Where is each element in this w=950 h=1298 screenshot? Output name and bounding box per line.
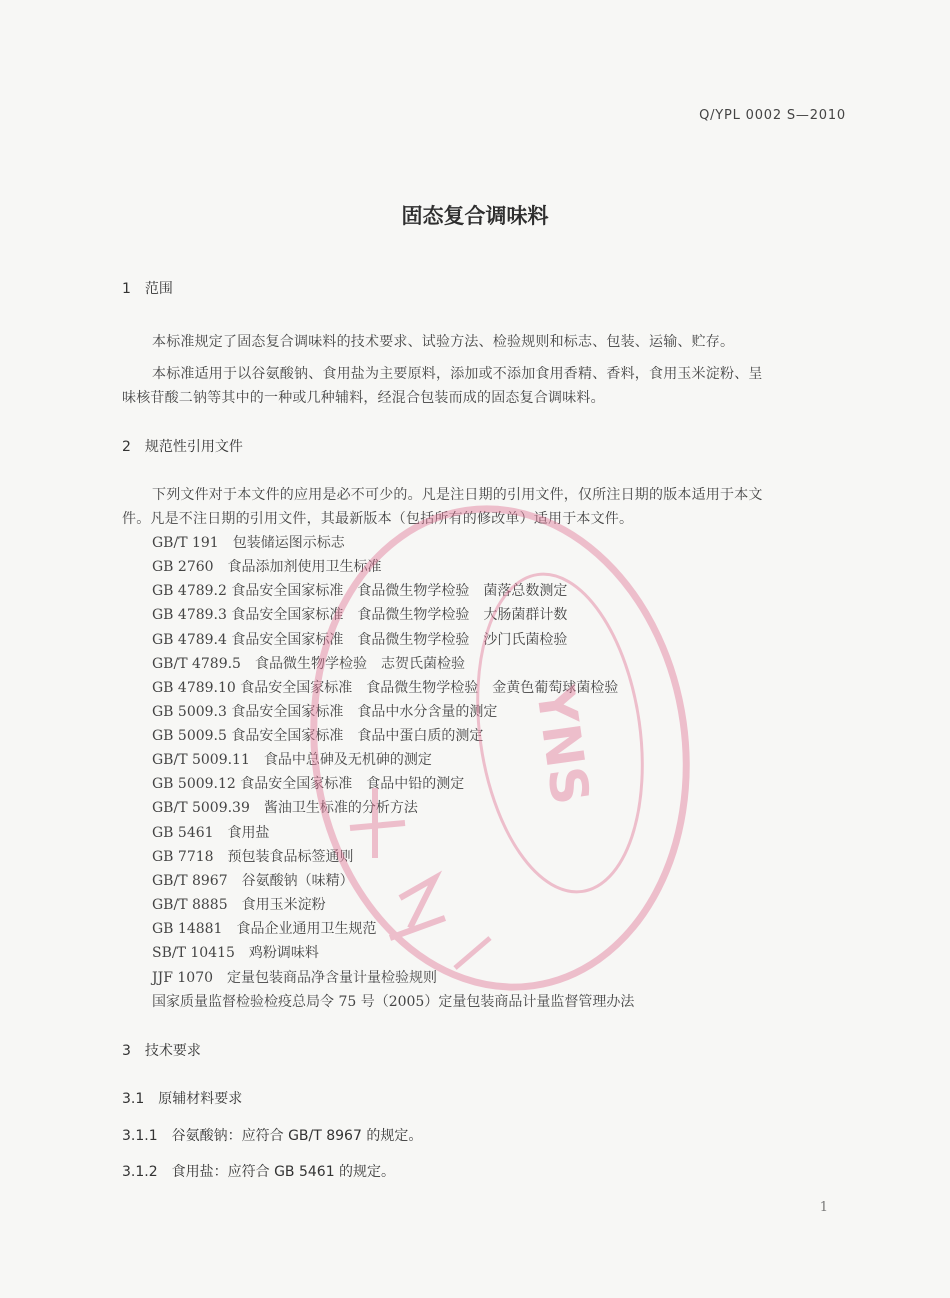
- section-3-heading: 3 技术要求: [122, 1043, 201, 1059]
- reference-item: GB 5009.12 食品安全国家标准 食品中铅的测定: [152, 776, 465, 792]
- reference-item: GB 4789.2 食品安全国家标准 食品微生物学检验 菌落总数测定: [152, 583, 568, 599]
- document-title: 固态复合调味料: [401, 204, 549, 228]
- section-1-paragraph-2-line-1: 本标准适用于以谷氨酸钠、食用盐为主要原料，添加或不添加食用香精、香料，食用玉米淀粉、呈: [152, 366, 763, 382]
- section-1-paragraph-2-line-2: 味核苷酸二钠等其中的一种或几种辅料，经混合包装而成的固态复合调味料。: [122, 390, 605, 406]
- reference-item: GB 4789.3 食品安全国家标准 食品微生物学检验 大肠菌群计数: [152, 607, 568, 623]
- section-2-heading: 2 规范性引用文件: [122, 439, 243, 455]
- reference-item: GB/T 4789.5 食品微生物学检验 志贺氏菌检验: [152, 656, 465, 672]
- reference-item: GB/T 8967 谷氨酸钠（味精）: [152, 873, 354, 889]
- clause-3-1-1: 3.1.1 谷氨酸钠：应符合 GB/T 8967 的规定。: [122, 1128, 423, 1144]
- section-3-1-heading: 3.1 原辅材料要求: [122, 1091, 243, 1107]
- section-2-paragraph-line-1: 下列文件对于本文件的应用是必不可少的。凡是注日期的引用文件，仅所注日期的版本适用于本文: [152, 487, 763, 503]
- reference-item: GB/T 191 包装储运图示标志: [152, 535, 345, 551]
- reference-item: GB/T 5009.39 酱油卫生标准的分析方法: [152, 800, 418, 816]
- reference-item: GB 4789.4 食品安全国家标准 食品微生物学检验 沙门氏菌检验: [152, 632, 568, 648]
- reference-item: GB 5009.3 食品安全国家标准 食品中水分含量的测定: [152, 704, 498, 720]
- reference-item: JJF 1070 定量包装商品净含量计量检验规则: [152, 970, 438, 986]
- section-1-paragraph-1: 本标准规定了固态复合调味料的技术要求、试验方法、检验规则和标志、包装、运输、贮存。: [152, 334, 735, 350]
- clause-3-1-2: 3.1.2 食用盐：应符合 GB 5461 的规定。: [122, 1164, 396, 1180]
- reference-item: SB/T 10415 鸡粉调味料: [152, 945, 319, 961]
- reference-item: GB 2760 食品添加剂使用卫生标准: [152, 559, 382, 575]
- stamp-text: YNS: [523, 682, 600, 809]
- standard-code: Q/YPL 0002 S—2010: [699, 108, 846, 123]
- page-number: 1: [819, 1200, 828, 1215]
- reference-item: GB/T 5009.11 食品中总砷及无机砷的测定: [152, 752, 432, 768]
- section-2-paragraph-line-2: 件。凡是不注日期的引用文件，其最新版本（包括所有的修改单）适用于本文件。: [122, 511, 634, 527]
- reference-item: GB 7718 预包装食品标签通则: [152, 849, 354, 865]
- reference-item: 国家质量监督检验检疫总局令 75 号（2005）定量包装商品计量监督管理办法: [152, 994, 635, 1010]
- reference-item: GB 4789.10 食品安全国家标准 食品微生物学检验 金黄色葡萄球菌检验: [152, 680, 619, 696]
- reference-item: GB 14881 食品企业通用卫生规范: [152, 921, 377, 937]
- section-1-heading: 1 范围: [122, 281, 173, 297]
- reference-item: GB/T 8885 食用玉米淀粉: [152, 897, 326, 913]
- reference-item: GB 5009.5 食品安全国家标准 食品中蛋白质的测定: [152, 728, 484, 744]
- reference-item: GB 5461 食用盐: [152, 825, 270, 841]
